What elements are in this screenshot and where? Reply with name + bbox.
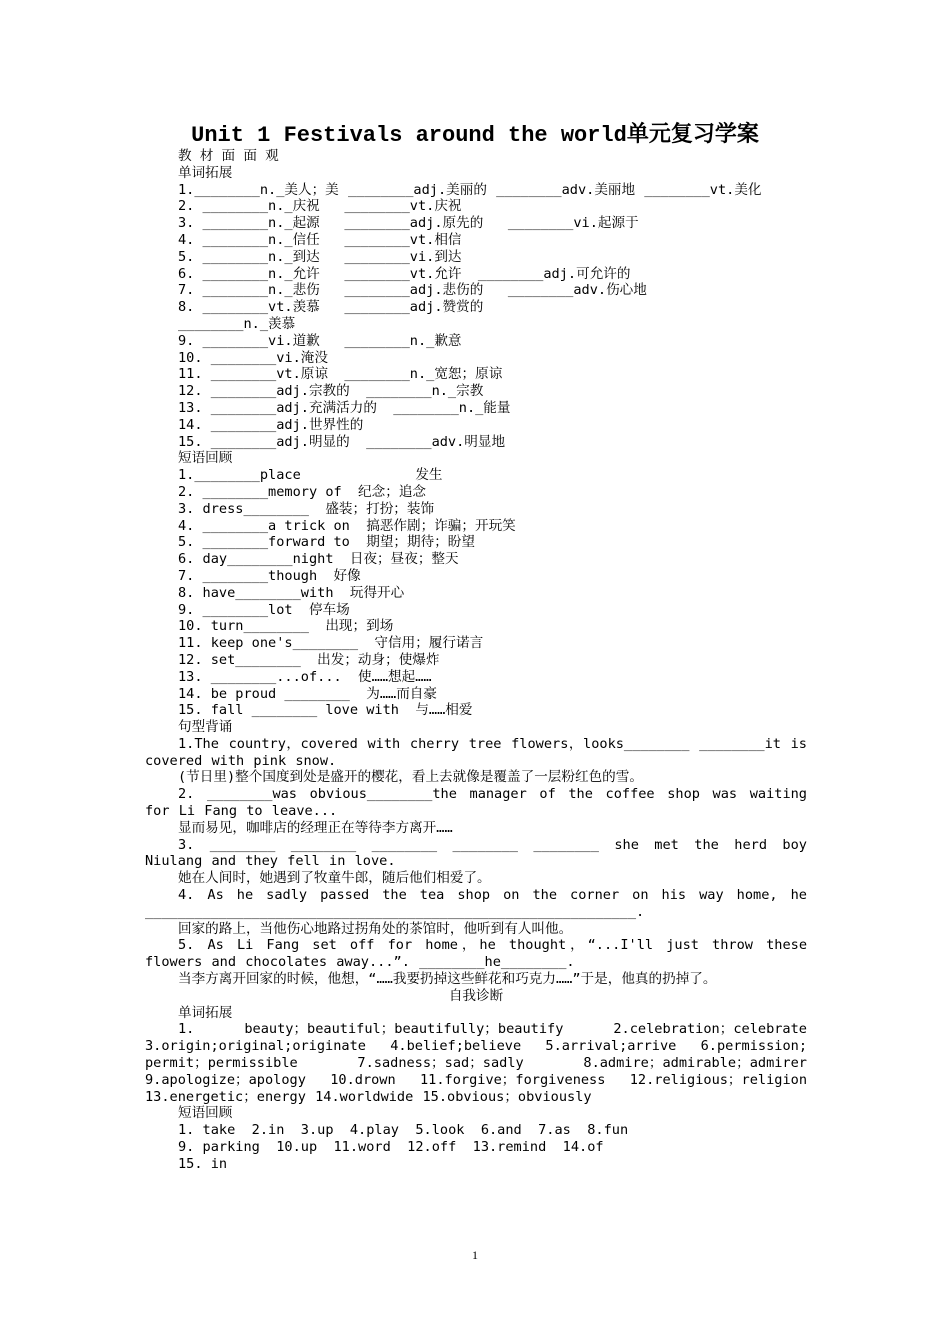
paragraph: 1.The country，covered with cherry tree flowers，looks________ ________it is covered with pink snow.: [145, 735, 807, 769]
document-body: [145, 148, 807, 1173]
text-line: 8. have________with 玩得开心: [178, 584, 405, 601]
text-line: 6. day________night 日夜；昼夜；整天: [178, 551, 459, 568]
text-line: 教 材 面 面 观: [178, 148, 279, 164]
text-line: 11. keep one's________ 守信用；履行诺言: [178, 635, 484, 652]
text-line: 2. ________n._庆祝 ________vt.庆祝: [178, 198, 462, 215]
text-line: 短语回顾: [178, 1105, 233, 1122]
text-line: 7. ________though 好像: [178, 567, 361, 584]
text-line: 15. in: [178, 1155, 228, 1172]
paragraph: 回家的路上，当他伤心地路过拐角处的茶馆时，他听到有人叫他。: [178, 920, 573, 937]
paragraph: 1.________n._美人；美 ________adj.美丽的 ________adv.美丽地 ________vt.美化: [178, 181, 762, 198]
text-line: 15. fall ________ love with 与……相爱: [178, 702, 473, 719]
text-line: 8. ________vt.羡慕 ________adj.赞赏的: [178, 299, 484, 316]
text-line: 1.________place 发生: [178, 467, 443, 484]
text-line: 5. ________n._到达 ________vi.到达: [178, 248, 462, 265]
text-line: 3. ________n._起源 ________adj.原先的 ________vi.起源于: [178, 215, 639, 232]
paragraph: 她在人间时，她遇到了牧童牛郎，随后他们相爱了。: [178, 870, 491, 887]
text-line: 15. ________adj.明显的 ________adv.明显地: [178, 433, 506, 450]
paragraph: 3. ________ ________ ________ ________ ________ she met the herd boy Niulang and they fell in love.: [145, 836, 807, 870]
paragraph: 显而易见，咖啡店的经理正在等待李方离开……: [178, 819, 453, 836]
text-line: 10. ________vi.淹没: [178, 349, 328, 366]
text-line: 4. ________a trick on 搞恶作剧；诈骗；开玩笑: [178, 517, 516, 534]
text-line: 4. ________n._信任 ________vt.相信: [178, 231, 462, 248]
text-line: 11. ________vt.原谅 ________n._宽恕；原谅: [178, 366, 503, 383]
text-line: 7. ________n._悲伤 ________adj.悲伤的 ________adv.伤心地: [178, 282, 647, 299]
paragraph: 5. As Li Fang set off for home，he thought，“...I'll just throw these flowers and chocolates away...”. ________he________.: [145, 937, 807, 971]
paragraph: (节日里)整个国度到处是盛开的樱花，看上去就像是覆盖了一层粉红色的雪。: [178, 769, 643, 786]
text-line: 9. ________lot 停车场: [178, 601, 350, 618]
text-line: 2. ________memory of 纪念；追念: [178, 483, 427, 500]
text-line: 5. ________forward to 期望；期待；盼望: [178, 534, 475, 551]
text-line: 14. be proud ________ 为……而自豪: [178, 685, 437, 702]
text-line: 单词拓展: [178, 164, 233, 181]
text-line: 9. parking 10.up 11.word 12.off 13.remind 14.of: [178, 1139, 604, 1156]
text-line: 10. turn________ 出现；到场: [178, 618, 394, 635]
text-line: 13. ________...of... 使……想起……: [178, 668, 432, 685]
text-line: 6. ________n._允许 ________vt.允许 ________adj.可允许的: [178, 265, 631, 282]
paragraph: 1. beauty；beautiful；beautifully；beautify 2.celebration；celebrate 3.origin;original;originate 4.belief;believe 5.arrival;arrive 6.permission; permit；permissible 7.sadness；sad；sadly 8.admire；admirable；admirer 9.apologize；apology 10.drown 11.forgive；forgiveness 12.religious；religion 13.energetic；energy 14.worldwide 15.obvious；obviously: [145, 1021, 807, 1105]
text-line: 12. ________adj.宗教的 ________n._宗教: [178, 383, 484, 400]
section-heading: 自我诊断: [448, 987, 504, 1004]
text-line: 13. ________adj.充满活力的 ________n._能量: [178, 399, 511, 416]
text-line: 短语回顾: [178, 450, 233, 467]
paragraph: 当李方离开回家的时候，他想，“……我要扔掉这些鲜花和巧克力……”于是，他真的扔掉了。: [178, 971, 717, 988]
text-line: 句型背诵: [178, 719, 233, 736]
text-line: 14. ________adj.世界性的: [178, 416, 364, 433]
paragraph: 4. As he sadly passed the tea shop on the corner on his way home, he ____________________________________________________________.: [145, 887, 807, 920]
text-line: 3. dress________ 盛装；打扮；装饰: [178, 500, 435, 517]
text-line: 9. ________vi.道歉 ________n._歉意: [178, 332, 462, 349]
text-line: 单词拓展: [178, 1004, 233, 1021]
document-title: Unit 1 Festivals around the world单元复习学案: [191, 123, 759, 148]
text-line: 1. take 2.in 3.up 4.play 5.look 6.and 7.as 8.fun: [178, 1122, 629, 1139]
text-line: ________n._羡慕: [178, 315, 296, 332]
text-line: 12. set________ 出发；动身；使爆炸: [178, 651, 440, 668]
paragraph: 2. ________was obvious________the manager of the coffee shop was waiting for Li Fang to leave...: [145, 786, 807, 820]
page-number: 1: [472, 1248, 478, 1262]
